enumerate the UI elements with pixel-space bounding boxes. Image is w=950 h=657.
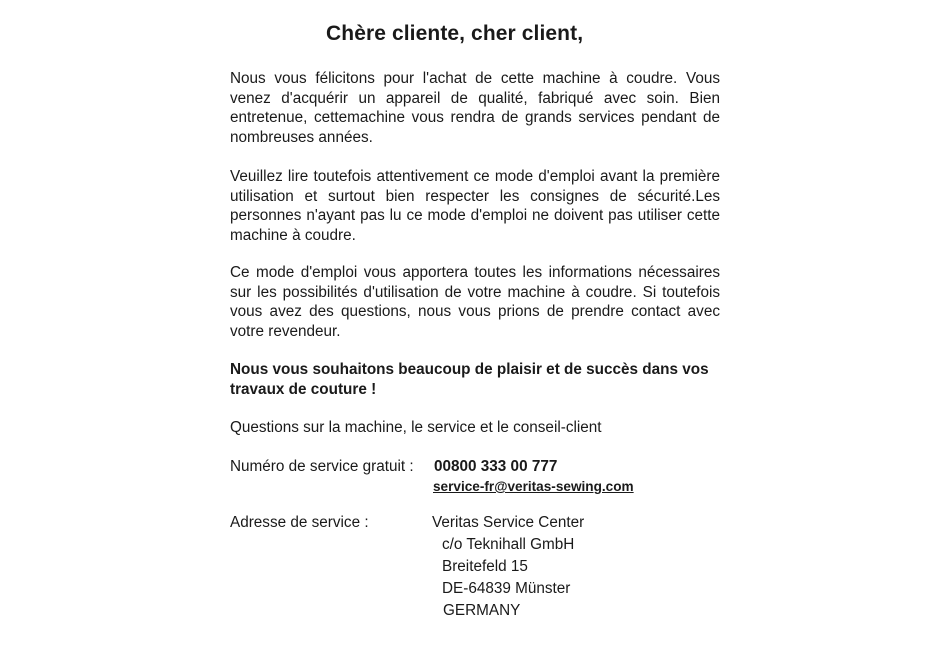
- address-line: Veritas Service Center: [432, 514, 585, 531]
- instructions-paragraph: Veuillez lire toutefois attentivement ce mode d'emploi avant la première utilisation et surtout bien respecter les consignes de sécurité.Les personnes n'ayant pas lu ce mode d'emploi ne doivent pas utiliser cette machine à coudre.: [230, 168, 720, 244]
- address-line: DE-64839 Münster: [442, 580, 571, 597]
- questions-line: Questions sur la machine, le service et le conseil-client: [230, 419, 602, 436]
- closing-message: Nous vous souhaitons beaucoup de plaisir et de succès dans vos travaux de couture !: [230, 361, 709, 398]
- service-email-link[interactable]: service-fr@veritas-sewing.com: [433, 479, 634, 494]
- page-title: Chère cliente, cher client,: [326, 22, 584, 45]
- info-paragraph: Ce mode d'emploi vous apportera toutes les informations nécessaires sur les possibilités d'utilisation de votre machine à coudre. Si toutefois vous avez des questions, nous vous prions de prendre contact avec votre revendeur.: [230, 264, 720, 340]
- intro-paragraph: Nous vous félicitons pour l'achat de cette machine à coudre. Vous venez d'acquérir un appareil de qualité, fabriqué avec soin. Bien entretenue, cettemachine vous rendra de grands services pendant de nombreuses années.: [230, 70, 720, 146]
- hotline-number: 00800 333 00 777: [434, 458, 558, 475]
- address-line: GERMANY: [443, 602, 521, 619]
- address-label: Adresse de service :: [230, 514, 369, 531]
- address-line: c/o Teknihall GmbH: [442, 536, 575, 553]
- hotline-label: Numéro de service gratuit :: [230, 458, 414, 475]
- address-line: Breitefeld 15: [442, 558, 528, 575]
